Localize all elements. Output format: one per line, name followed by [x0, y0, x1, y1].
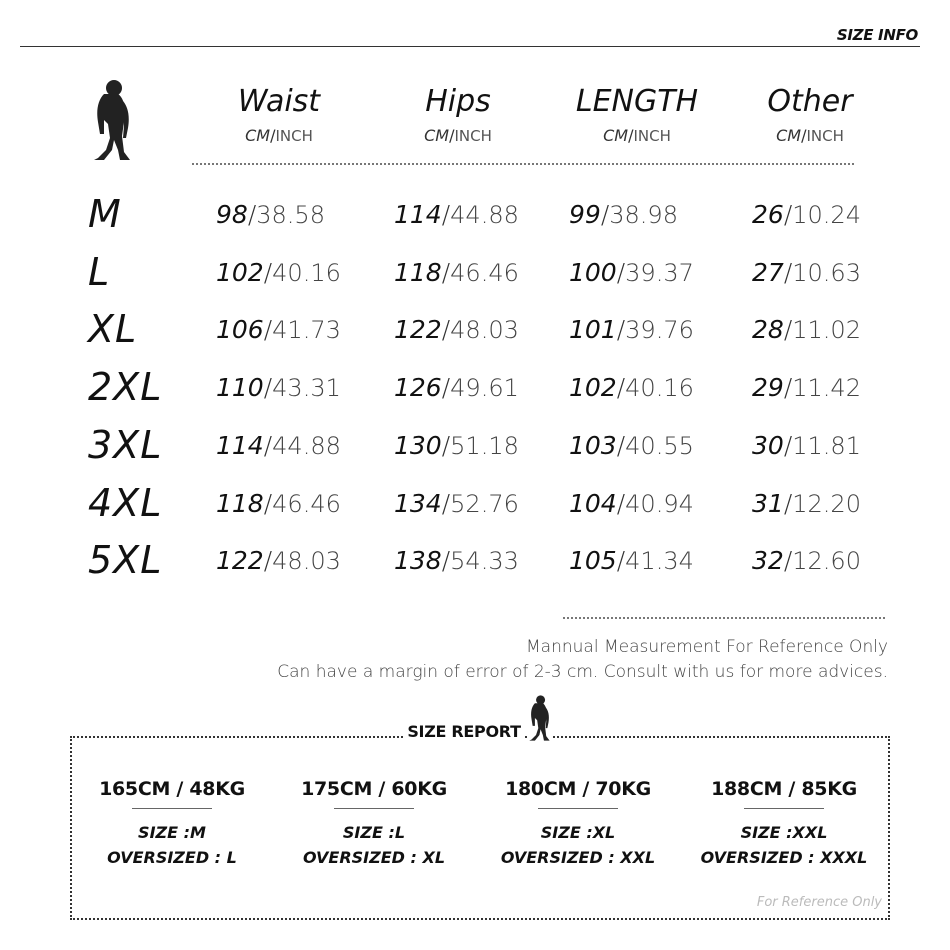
value-separator: /	[441, 546, 451, 576]
inch-value: 12.60	[792, 547, 861, 576]
cm-value: 118	[216, 488, 264, 518]
oversized-size: OVERSIZED : L	[107, 848, 237, 867]
value-separator: /	[263, 430, 273, 460]
table-cell	[394, 489, 519, 518]
oversized-size: OVERSIZED : XXL	[500, 848, 656, 867]
unit-cm: CM	[776, 126, 802, 145]
divider	[132, 808, 212, 809]
value-separator: /	[441, 430, 451, 460]
size-label: 4XL	[88, 480, 163, 525]
column-header-hips: Hips	[425, 84, 491, 119]
value-separator: /	[783, 430, 793, 460]
inch-value: 40.16	[272, 258, 341, 287]
value-separator: /	[783, 315, 793, 345]
divider	[20, 46, 920, 47]
value-separator: /	[616, 546, 626, 576]
inch-value: 48.03	[272, 547, 341, 576]
cm-value: 31	[752, 488, 784, 518]
table-cell	[752, 200, 861, 229]
cm-value: 138	[394, 546, 442, 576]
size-label: 5XL	[88, 538, 163, 583]
table-cell	[569, 489, 694, 518]
value-separator: /	[783, 488, 793, 518]
unit-cm: CM	[245, 126, 271, 145]
inch-value: 43.31	[272, 374, 341, 403]
value-separator: /	[263, 488, 273, 518]
divider	[744, 808, 824, 809]
cm-value: 104	[569, 488, 617, 518]
value-separator: /	[783, 257, 793, 287]
inch-value: 46.46	[272, 489, 341, 518]
cm-value: 103	[569, 430, 617, 460]
value-separator: /	[616, 488, 626, 518]
cm-value: 106	[216, 315, 264, 345]
cm-value: 99	[569, 200, 601, 229]
cm-value: 105	[569, 546, 617, 576]
value-separator: /	[616, 257, 626, 287]
inch-value: 39.37	[625, 258, 694, 287]
value-separator: /	[441, 257, 451, 287]
height-weight: 165CM / 48KG	[99, 778, 245, 800]
recommended-size: SIZE :M	[138, 823, 206, 842]
inch-value: 48.03	[450, 316, 519, 345]
table-cell	[216, 373, 341, 402]
cm-value: 122	[394, 315, 442, 345]
value-separator: /	[441, 315, 451, 345]
table-cell	[569, 200, 678, 229]
unit-separator: /	[628, 126, 634, 145]
inch-value: 11.02	[792, 316, 861, 345]
inch-value: 54.33	[450, 547, 519, 576]
reference-note: For Reference Only	[756, 895, 882, 910]
size-label: M	[88, 192, 122, 236]
cm-value: 102	[569, 373, 617, 403]
cm-value: 98	[216, 200, 248, 229]
column-unit	[725, 126, 895, 145]
page-title: SIZE INFO	[836, 26, 918, 44]
column-unit	[194, 126, 364, 145]
cm-value: 101	[569, 315, 617, 345]
inch-value: 40.55	[625, 431, 694, 460]
unit-separator: /	[801, 126, 807, 145]
table-cell	[216, 489, 341, 518]
inch-value: 41.73	[272, 316, 341, 345]
cm-value: 102	[216, 257, 264, 287]
inch-value: 11.42	[792, 374, 861, 403]
size-label: L	[88, 249, 111, 294]
height-weight: 180CM / 70KG	[505, 778, 651, 800]
cm-value: 28	[752, 315, 784, 345]
value-separator: /	[263, 257, 273, 287]
cm-value: 110	[216, 373, 264, 403]
cm-value: 27	[752, 257, 784, 287]
cm-value: 126	[394, 373, 442, 403]
inch-value: 10.63	[792, 258, 861, 287]
inch-value: 51.18	[450, 431, 519, 460]
cm-value: 130	[394, 430, 442, 460]
table-cell	[216, 258, 341, 287]
size-label: 2XL	[88, 365, 163, 410]
column-header-length: LENGTH	[575, 84, 699, 119]
table-cell	[216, 431, 341, 460]
cm-value: 32	[752, 546, 784, 576]
size-report-item	[276, 778, 472, 867]
header-divider	[192, 163, 854, 165]
inch-value: 41.34	[625, 547, 694, 576]
column-header-waist: Waist	[237, 84, 321, 119]
unit-inch: INCH	[633, 127, 671, 145]
recommended-size: SIZE :XL	[540, 823, 616, 842]
unit-inch: INCH	[454, 127, 492, 145]
recommended-size: SIZE :L	[342, 823, 406, 842]
inch-value: 46.46	[450, 258, 519, 287]
table-cell	[394, 258, 519, 287]
table-cell	[394, 200, 519, 229]
value-separator: /	[616, 430, 626, 460]
inch-value: 10.24	[792, 201, 861, 229]
table-cell	[569, 546, 694, 575]
table-cell	[394, 315, 519, 344]
table-cell	[569, 315, 694, 344]
divider	[538, 808, 618, 809]
table-cell	[569, 373, 694, 402]
cm-value: 100	[569, 257, 617, 287]
gorilla-figure-icon	[90, 78, 136, 162]
inch-value: 40.16	[625, 374, 694, 403]
table-cell	[394, 373, 519, 402]
cm-value: 29	[752, 373, 784, 403]
unit-cm: CM	[424, 126, 450, 145]
value-separator: /	[616, 315, 626, 345]
unit-cm: CM	[603, 126, 629, 145]
note-line-2: Can have a margin of error of 2-3 cm. Consult with us for more advices.	[277, 662, 888, 682]
size-label: XL	[88, 307, 138, 352]
inch-value: 40.94	[625, 489, 694, 518]
height-weight: 175CM / 60KG	[301, 778, 447, 800]
inch-value: 52.76	[450, 489, 519, 518]
inch-value: 38.98	[609, 201, 678, 229]
cm-value: 114	[216, 430, 264, 460]
unit-separator: /	[270, 126, 276, 145]
size-report-item	[74, 778, 270, 867]
table-cell	[752, 373, 861, 402]
value-separator: /	[783, 373, 793, 403]
column-unit	[373, 126, 543, 145]
value-separator: /	[247, 200, 257, 229]
size-report-item	[480, 778, 676, 867]
unit-separator: /	[449, 126, 455, 145]
value-separator: /	[441, 373, 451, 403]
value-separator: /	[263, 373, 273, 403]
gorilla-figure-icon	[527, 694, 553, 742]
value-separator: /	[441, 200, 451, 229]
size-label: 3XL	[88, 422, 163, 467]
oversized-size: OVERSIZED : XXXL	[700, 848, 868, 867]
table-cell	[216, 546, 341, 575]
table-cell	[569, 431, 694, 460]
inch-value: 39.76	[625, 316, 694, 345]
size-report-item	[686, 778, 882, 867]
inch-value: 12.20	[792, 489, 861, 518]
value-separator: /	[616, 373, 626, 403]
inch-value: 44.88	[450, 201, 519, 229]
table-cell	[752, 546, 861, 575]
inch-value: 38.58	[256, 201, 325, 229]
unit-inch: INCH	[275, 127, 313, 145]
column-header-other: Other	[767, 84, 853, 119]
inch-value: 49.61	[450, 374, 519, 403]
oversized-size: OVERSIZED : XL	[302, 848, 446, 867]
table-cell	[752, 315, 861, 344]
table-cell	[752, 258, 861, 287]
unit-inch: INCH	[806, 127, 844, 145]
cm-value: 26	[752, 200, 784, 229]
table-cell	[569, 258, 694, 287]
table-cell	[752, 489, 861, 518]
inch-value: 11.81	[792, 431, 861, 460]
divider	[334, 808, 414, 809]
cm-value: 30	[752, 430, 784, 460]
cm-value: 118	[394, 257, 442, 287]
cm-value: 114	[394, 200, 442, 229]
value-separator: /	[263, 546, 273, 576]
table-cell	[216, 315, 341, 344]
value-separator: /	[263, 315, 273, 345]
cm-value: 122	[216, 546, 264, 576]
table-cell	[216, 200, 325, 229]
table-cell	[752, 431, 861, 460]
value-separator: /	[600, 200, 610, 229]
table-cell	[394, 546, 519, 575]
column-unit	[552, 126, 722, 145]
value-separator: /	[783, 546, 793, 576]
value-separator: /	[783, 200, 793, 229]
recommended-size: SIZE :XXL	[740, 823, 828, 842]
cm-value: 134	[394, 488, 442, 518]
table-cell	[394, 431, 519, 460]
size-report-title: SIZE REPORT	[405, 722, 523, 741]
value-separator: /	[441, 488, 451, 518]
note-line-1: Mannual Measurement For Reference Only	[526, 637, 888, 657]
height-weight: 188CM / 85KG	[711, 778, 857, 800]
inch-value: 44.88	[272, 431, 341, 460]
notes-divider	[563, 617, 885, 619]
